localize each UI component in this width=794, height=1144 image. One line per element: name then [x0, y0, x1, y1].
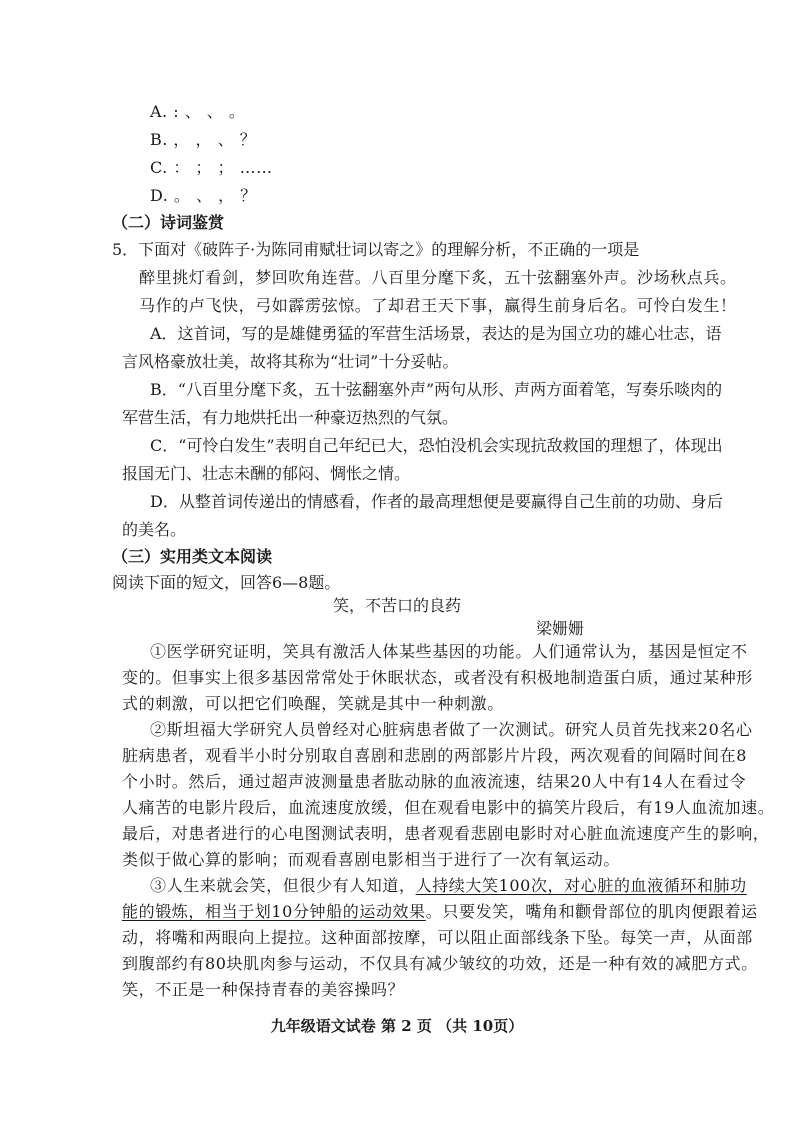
option-a: A. : 、 、 。	[150, 102, 246, 121]
paragraph-line: 个小时。然后，通过超声波测量患者肱动脉的血液流速，结果20人中有14人在看过令	[122, 772, 747, 791]
section-heading-practical-reading: （三）实用类文本阅读	[112, 547, 273, 566]
underlined-passage: 人持续大笑100次，对心脏的血液循环和肺功	[415, 876, 747, 895]
paragraph-line: ①医学研究证明，笑具有激活人体某些基因的功能。人们通常认为，基因是恒定不	[150, 642, 748, 661]
poem-line-2: 马作的卢飞快，弓如霹雳弦惊。了却君王天下事，赢得生前身后名。可怜白发生！	[139, 296, 737, 315]
article-title: 笑，不苦口的良药	[332, 596, 461, 615]
q5-option-b-line-1: B．“八百里分麾下炙，五十弦翻塞外声”两句从形、声两方面着笔，写奏乐啖肉的	[150, 380, 723, 399]
underlined-passage: 能的锻炼，相当于划10分钟船的运动效果	[122, 902, 426, 921]
paragraph-line: 动，将嘴和两眼向上提拉。这种面部按摩，可以阻止面部线条下坠。每笑一声，从面部	[122, 928, 753, 947]
question-5-stem: 5．下面对《破阵子·为陈同甫赋壮词以寄之》的理解分析，不正确的一项是	[112, 240, 640, 259]
paragraph-line: 脏病患者，观看半小时分别取自喜剧和悲剧的两部影片片段，两次观看的间隔时间在8	[122, 746, 747, 765]
option-d: D. 。 、 ， ？	[150, 186, 257, 205]
poem-line-1: 醉里挑灯看剑，梦回吹角连营。八百里分麾下炙，五十弦翻塞外声。沙场秋点兵。	[139, 268, 737, 287]
q5-option-b-line-2: 军营生活，有力地烘托出一种豪迈热烈的气氛。	[122, 408, 459, 427]
option-b: B. ， ， 、 ？	[150, 130, 257, 149]
q5-option-d-line-1: D．从整首词传递出的情感看，作者的最高理想便是要赢得自己生前的功勋、身后	[150, 492, 723, 511]
paragraph-line: 到腹部约有80块肌肉参与运动，不仅具有减少皱纹的功效，还是一种有效的减肥方式。	[122, 954, 758, 973]
paragraph-line: 笑，不正是一种保持青春的美容操吗？	[122, 980, 405, 999]
paragraph-line: ②斯坦福大学研究人员曾经对心脏病患者做了一次测试。研究人员首先找来20名心	[150, 720, 753, 739]
q5-option-c-line-2: 报国无门、壮志未酬的郁闷、惆怅之情。	[122, 464, 411, 483]
section-heading-poetry: （二）诗词鉴赏	[112, 213, 225, 232]
q5-option-a-line-1: A．这首词，写的是雄健勇猛的军营生活场景，表达的是为国立功的雄心壮志，语	[150, 324, 722, 343]
article-author: 梁姗姗	[535, 619, 584, 638]
paragraph-line: 最后，对患者进行的心电图测试表明，患者观看悲剧电影时对心脏血流速度产生的影响，	[122, 824, 770, 843]
paragraph-line: 人痛苦的电影片段后，血流速度放缓，但在观看电影中的搞笑片段后，有19人血流加速。	[122, 798, 775, 817]
paragraph-3-line-2	[122, 900, 758, 924]
reading-instruction: 阅读下面的短文，回答6—8题。	[112, 573, 341, 592]
paragraph-3-line-1	[150, 874, 747, 898]
q5-option-c-line-1: C．“可怜白发生”表明自己年纪已大，恐怕没机会实现抗敌救国的理想了，体现出	[150, 436, 723, 455]
paragraph-3-start: ③人生来就会笑，但很少有人知道，	[150, 876, 416, 895]
paragraph-line: 式的刺激，可以把它们唤醒，笑就是其中一种刺激。	[122, 694, 504, 713]
paragraph-line: 变的。但事实上很多基因常常处于休眠状态，或者没有积极地制造蛋白质，通过某种形	[122, 668, 753, 687]
option-c: C. ： ； ； ……	[150, 158, 273, 177]
q5-option-d-line-2: 的美名。	[122, 520, 187, 539]
paragraph-3-continuation: 。只要发笑，嘴角和颧骨部位的肌肉便跟着运	[425, 902, 758, 921]
q5-option-a-line-2: 言风格豪放壮美，故将其称为“壮词”十分妥帖。	[122, 352, 459, 371]
page-footer: 九年级语文试卷 第 2 页 （共 10页）	[270, 1017, 524, 1035]
paragraph-line: 类似于做心算的影响；而观看喜剧电影相当于进行了一次有氧运动。	[122, 850, 621, 869]
